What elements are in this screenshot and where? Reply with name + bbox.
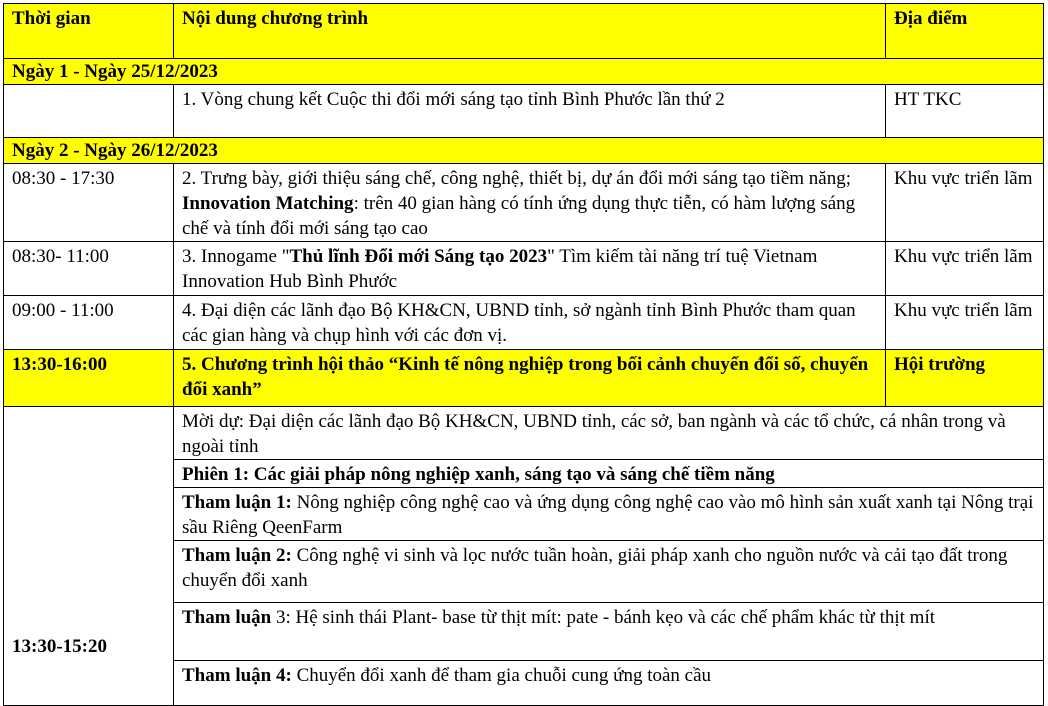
session-row-invite xyxy=(4,407,1044,460)
row1-content: 1. Vòng chung kết Cuộc thi đổi mới sáng tạo tỉnh Bình Phước lần thứ 2 xyxy=(174,85,886,138)
talk4-label: Tham luận 4: xyxy=(182,665,292,686)
schedule-row-2 xyxy=(4,164,1044,242)
day2-label: Ngày 2 - Ngày 26/12/2023 xyxy=(4,138,1044,164)
talk3 xyxy=(174,603,1044,661)
program-schedule-table xyxy=(3,3,1044,706)
header-time: Thời gian xyxy=(4,4,174,59)
talk3-label: Tham luận xyxy=(182,607,272,628)
talk1-label: Tham luận 1: xyxy=(182,492,292,513)
talk2-text: Công nghệ vi sinh và lọc nước tuần hoàn, giải pháp xanh cho nguồn nước và cải tạo đất trong chuyển đổi xanh xyxy=(182,545,1008,591)
header-row xyxy=(4,4,1044,59)
header-content: Nội dung chương trình xyxy=(174,4,886,59)
row3-content-b: " Tìm kiếm tài năng trí tuệ Vietnam Innovation Hub Bình Phước xyxy=(182,246,818,292)
schedule-row-5 xyxy=(4,350,1044,407)
schedule-row-1 xyxy=(4,85,1044,138)
schedule-row-4 xyxy=(4,296,1044,350)
row3-time: 08:30- 11:00 xyxy=(4,242,174,296)
talk4-text: Chuyển đổi xanh để tham gia chuỗi cung ứng toàn cầu xyxy=(291,665,712,686)
talk2-label: Tham luận 2: xyxy=(182,545,292,566)
row2-content-b: : trên 40 gian hàng có tính ứng dụng thực tiễn, có hàm lượng sáng chế và tính đổi mới sáng tạo cao xyxy=(182,193,856,239)
day1-row xyxy=(4,59,1044,85)
row5-content: 5. Chương trình hội thảo “Kinh tế nông nghiệp trong bối cảnh chuyển đổi số, chuyển đổi xanh” xyxy=(174,350,886,407)
talk1-text: Nông nghiệp công nghệ cao và ứng dụng công nghệ cao vào mô hình sản xuất xanh tại Nông trại sầu Riêng QeenFarm xyxy=(182,492,1034,538)
session-invite: Mời dự: Đại diện các lãnh đạo Bộ KH&CN, UBND tỉnh, các sở, ban ngành và các tổ chức, cá nhân trong và ngoài tỉnh xyxy=(174,407,1044,460)
row1-venue: HT TKC xyxy=(886,85,1044,138)
day2-row xyxy=(4,138,1044,164)
row3-content-a: 3. Innogame " xyxy=(182,246,290,267)
talk2 xyxy=(174,541,1044,603)
row4-venue: Khu vực triển lãm xyxy=(886,296,1044,350)
row1-time xyxy=(4,85,174,138)
row3-content-bold: Thủ lĩnh Đổi mới Sáng tạo 2023 xyxy=(289,246,548,267)
row2-time: 08:30 - 17:30 xyxy=(4,164,174,242)
session-time: 13:30-15:20 xyxy=(4,407,174,706)
row5-venue: Hội trường xyxy=(886,350,1044,407)
row2-content-a: 2. Trưng bày, giới thiệu sáng chế, công nghệ, thiết bị, dự án đổi mới sáng tạo tiềm năng; xyxy=(182,168,852,189)
row4-content: 4. Đại diện các lãnh đạo Bộ KH&CN, UBND tỉnh, sở ngành tỉnh Bình Phước tham quan các gian hàng và chụp hình với các đơn vị. xyxy=(174,296,886,350)
talk4 xyxy=(174,661,1044,706)
header-venue: Địa điểm xyxy=(886,4,1044,59)
row3-venue: Khu vực triển lãm xyxy=(886,242,1044,296)
session-phase1: Phiên 1: Các giải pháp nông nghiệp xanh, sáng tạo và sáng chế tiềm năng xyxy=(174,460,1044,488)
row4-time: 09:00 - 11:00 xyxy=(4,296,174,350)
talk1 xyxy=(174,488,1044,541)
talk3-text: 3: Hệ sinh thái Plant- base từ thịt mít: pate - bánh kẹo và các chế phẩm khác từ thịt mít xyxy=(271,607,936,628)
row2-venue: Khu vực triển lãm xyxy=(886,164,1044,242)
schedule-row-3 xyxy=(4,242,1044,296)
row5-time: 13:30-16:00 xyxy=(4,350,174,407)
row2-content-bold: Innovation Matching xyxy=(182,193,354,214)
row3-content xyxy=(174,242,886,296)
row2-content xyxy=(174,164,886,242)
day1-label: Ngày 1 - Ngày 25/12/2023 xyxy=(4,59,1044,85)
